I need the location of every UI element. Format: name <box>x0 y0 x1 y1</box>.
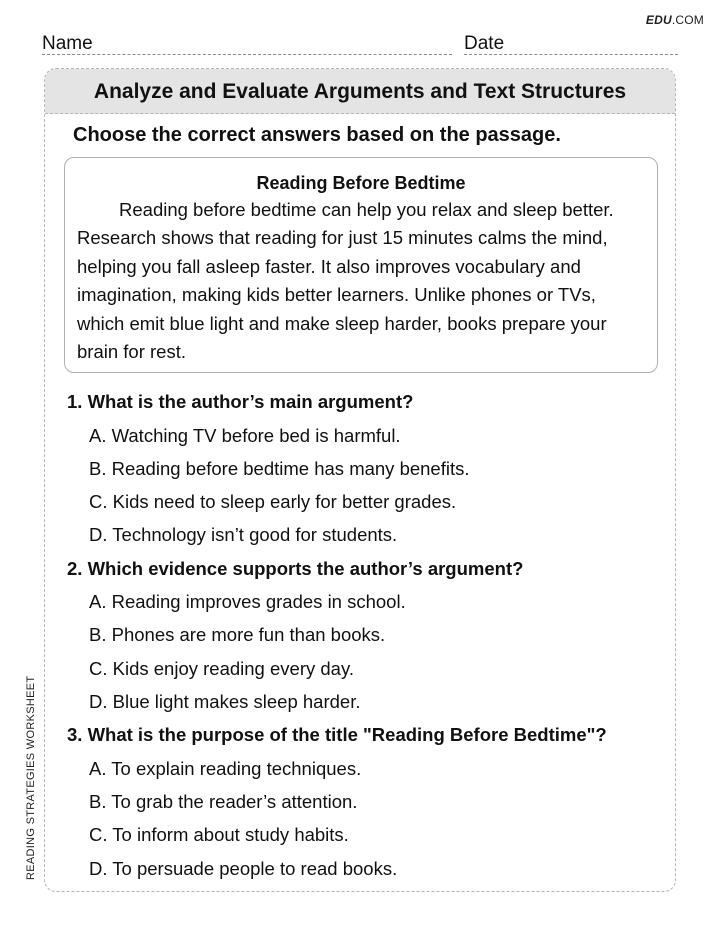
worksheet-title: Analyze and Evaluate Arguments and Text Structures <box>45 69 675 114</box>
question-3 <box>67 720 667 887</box>
answer-option[interactable]: B. Phones are more fun than books. <box>89 624 386 646</box>
answer-option[interactable]: C. Kids need to sleep early for better grades. <box>89 491 457 513</box>
name-label: Name <box>42 33 93 54</box>
answer-option[interactable]: C. Kids enjoy reading every day. <box>89 657 354 679</box>
answer-option[interactable]: A. To explain reading techniques. <box>89 757 362 779</box>
answer-option[interactable]: A. Reading improves grades in school. <box>89 591 406 613</box>
answer-option[interactable]: B. To grab the reader’s attention. <box>89 791 358 813</box>
passage-body: Reading before bedtime can help you relax and sleep better. Research shows that reading for just 15 minutes calms the mind, helping you fall asleep faster. It also improves vocabulary and imagination, making kids better learners. Unlike phones or TVs, which emit blue light and make sleep harder, books prepare your brain for rest. <box>77 199 614 363</box>
question-2 <box>67 554 667 721</box>
questions-list <box>67 387 667 887</box>
question-title: 3. What is the purpose of the title "Reading Before Bedtime"? <box>67 724 607 746</box>
name-field[interactable] <box>42 32 452 55</box>
brand-logo-bold: EDU <box>645 13 672 27</box>
question-title: 1. What is the author’s main argument? <box>67 391 414 412</box>
answer-option[interactable]: D. Blue light makes sleep harder. <box>89 691 361 713</box>
instructions: Choose the correct answers based on the passage. <box>73 124 561 146</box>
side-label: READING STRATEGIES WORKSHEET <box>25 675 37 880</box>
answer-option[interactable]: C. To inform about study habits. <box>89 824 349 846</box>
date-label: Date <box>464 33 505 54</box>
brand-logo-suffix: .COM <box>671 13 704 27</box>
answer-option[interactable]: D. To persuade people to read books. <box>89 857 398 879</box>
passage-box <box>64 157 658 373</box>
passage-title: Reading Before Bedtime <box>256 173 466 193</box>
answer-option[interactable]: D. Technology isn’t good for students. <box>89 524 398 546</box>
answer-option[interactable]: B. Reading before bedtime has many benefits. <box>89 457 470 479</box>
brand-logo <box>646 13 704 27</box>
date-field[interactable] <box>464 32 678 55</box>
name-date-row <box>42 32 678 56</box>
question-title: 2. Which evidence supports the author’s argument? <box>67 557 524 579</box>
worksheet-card <box>44 68 676 892</box>
answer-option[interactable]: A. Watching TV before bed is harmful. <box>89 424 401 446</box>
question-1 <box>67 387 667 554</box>
